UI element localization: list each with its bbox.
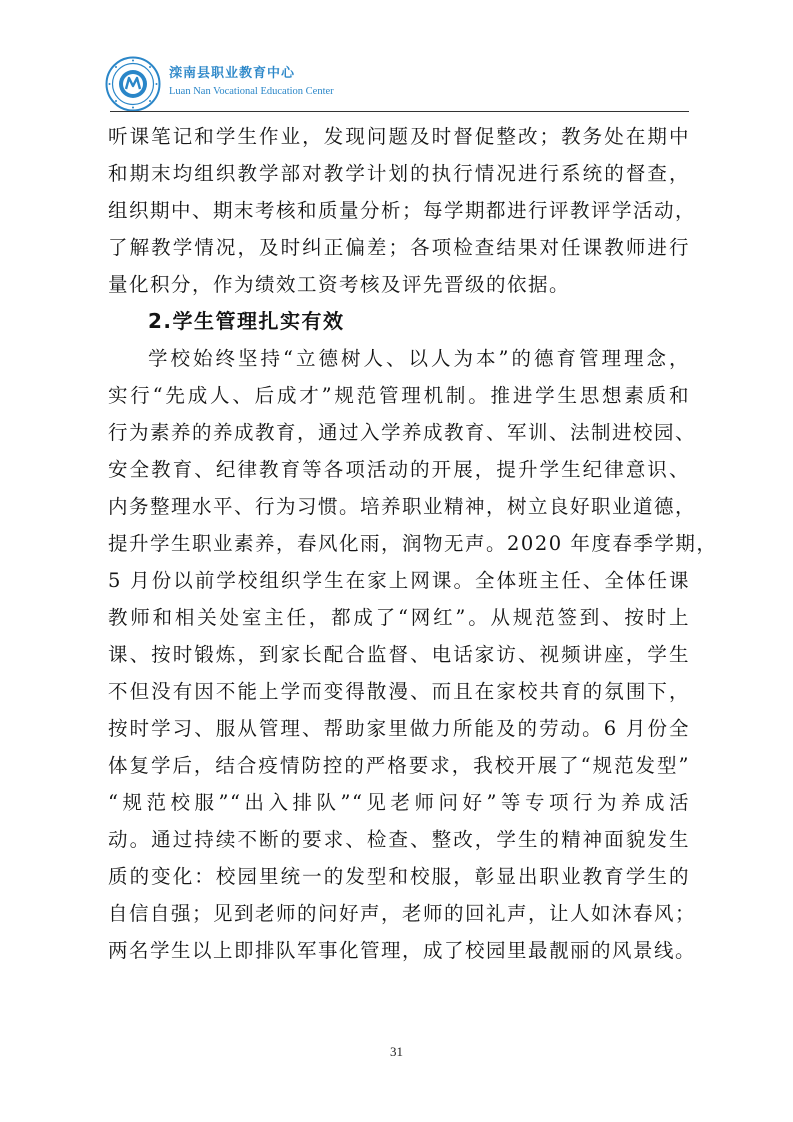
page-number: 31 <box>390 1044 403 1059</box>
header-title-block <box>169 66 334 99</box>
paragraph-line: 5 月份以前学校组织学生在家上网课。全体班主任、全体任课 <box>108 569 690 592</box>
paragraph-line: 按时学习、服从管理、帮助家里做力所能及的劳动。6 月份全 <box>108 717 690 740</box>
section-heading: 2.学生管理扎实有效 <box>148 309 345 333</box>
paragraph-line: 量化积分，作为绩效工资考核及评先晋级的依据。 <box>108 273 571 296</box>
page-content <box>108 118 718 969</box>
paragraph-line: 行为素养的养成教育，通过入学养成教育、军训、法制进校园、 <box>108 421 697 444</box>
school-logo-icon <box>105 56 161 112</box>
page-header <box>105 56 690 112</box>
paragraph-line: 提升学生职业素养，春风化雨，润物无声。2020 年度春季学期， <box>108 532 718 555</box>
header-title-en: Luan Nan Vocational Education Center <box>169 86 334 97</box>
paragraph-line: 不但没有因不能上学而变得散漫、而且在家校共育的氛围下， <box>108 680 690 703</box>
paragraph-line: 动。通过持续不断的要求、检查、整改，学生的精神面貌发生 <box>108 828 690 851</box>
paragraph-line: 自信自强；见到老师的问好声，老师的回礼声，让人如沐春风； <box>108 902 697 925</box>
paragraph-2 <box>108 340 718 969</box>
header-title-cn: 滦南县职业教育中心 <box>169 66 296 81</box>
paragraph-line: 教师和相关处室主任，都成了“网红”。从规范签到、按时上 <box>108 606 690 629</box>
paragraph-line: 课、按时锻炼，到家长配合监督、电话家访、视频讲座，学生 <box>108 643 690 666</box>
paragraph-line: 了解教学情况，及时纠正偏差；各项检查结果对任课教师进行 <box>108 236 690 259</box>
paragraph-line: 组织期中、期末考核和质量分析；每学期都进行评教评学活动， <box>108 199 697 222</box>
paragraph-line: 安全教育、纪律教育等各项活动的开展，提升学生纪律意识、 <box>108 458 690 481</box>
paragraph-1 <box>108 118 697 303</box>
paragraph-line: 学校始终坚持“立德树人、以人为本”的德育管理理念， <box>148 347 690 370</box>
paragraph-line: 体复学后，结合疫情防控的严格要求，我校开展了“规范发型” <box>108 754 690 777</box>
paragraph-line: 实行“先成人、后成才”规范管理机制。推进学生思想素质和 <box>108 384 690 407</box>
paragraph-line: 听课笔记和学生作业，发现问题及时督促整改；教务处在期中 <box>108 125 690 148</box>
paragraph-line: 两名学生以上即排队军事化管理，成了校园里最靓丽的风景线。 <box>108 939 697 962</box>
paragraph-line: 和期末均组织教学部对教学计划的执行情况进行系统的督查， <box>108 162 690 185</box>
paragraph-line: “规范校服”“出入排队”“见老师问好”等专项行为养成活 <box>108 791 690 814</box>
header-divider <box>110 111 689 112</box>
paragraph-line: 内务整理水平、行为习惯。培养职业精神，树立良好职业道德， <box>108 495 697 518</box>
paragraph-line: 质的变化：校园里统一的发型和校服，彰显出职业教育学生的 <box>108 865 690 888</box>
